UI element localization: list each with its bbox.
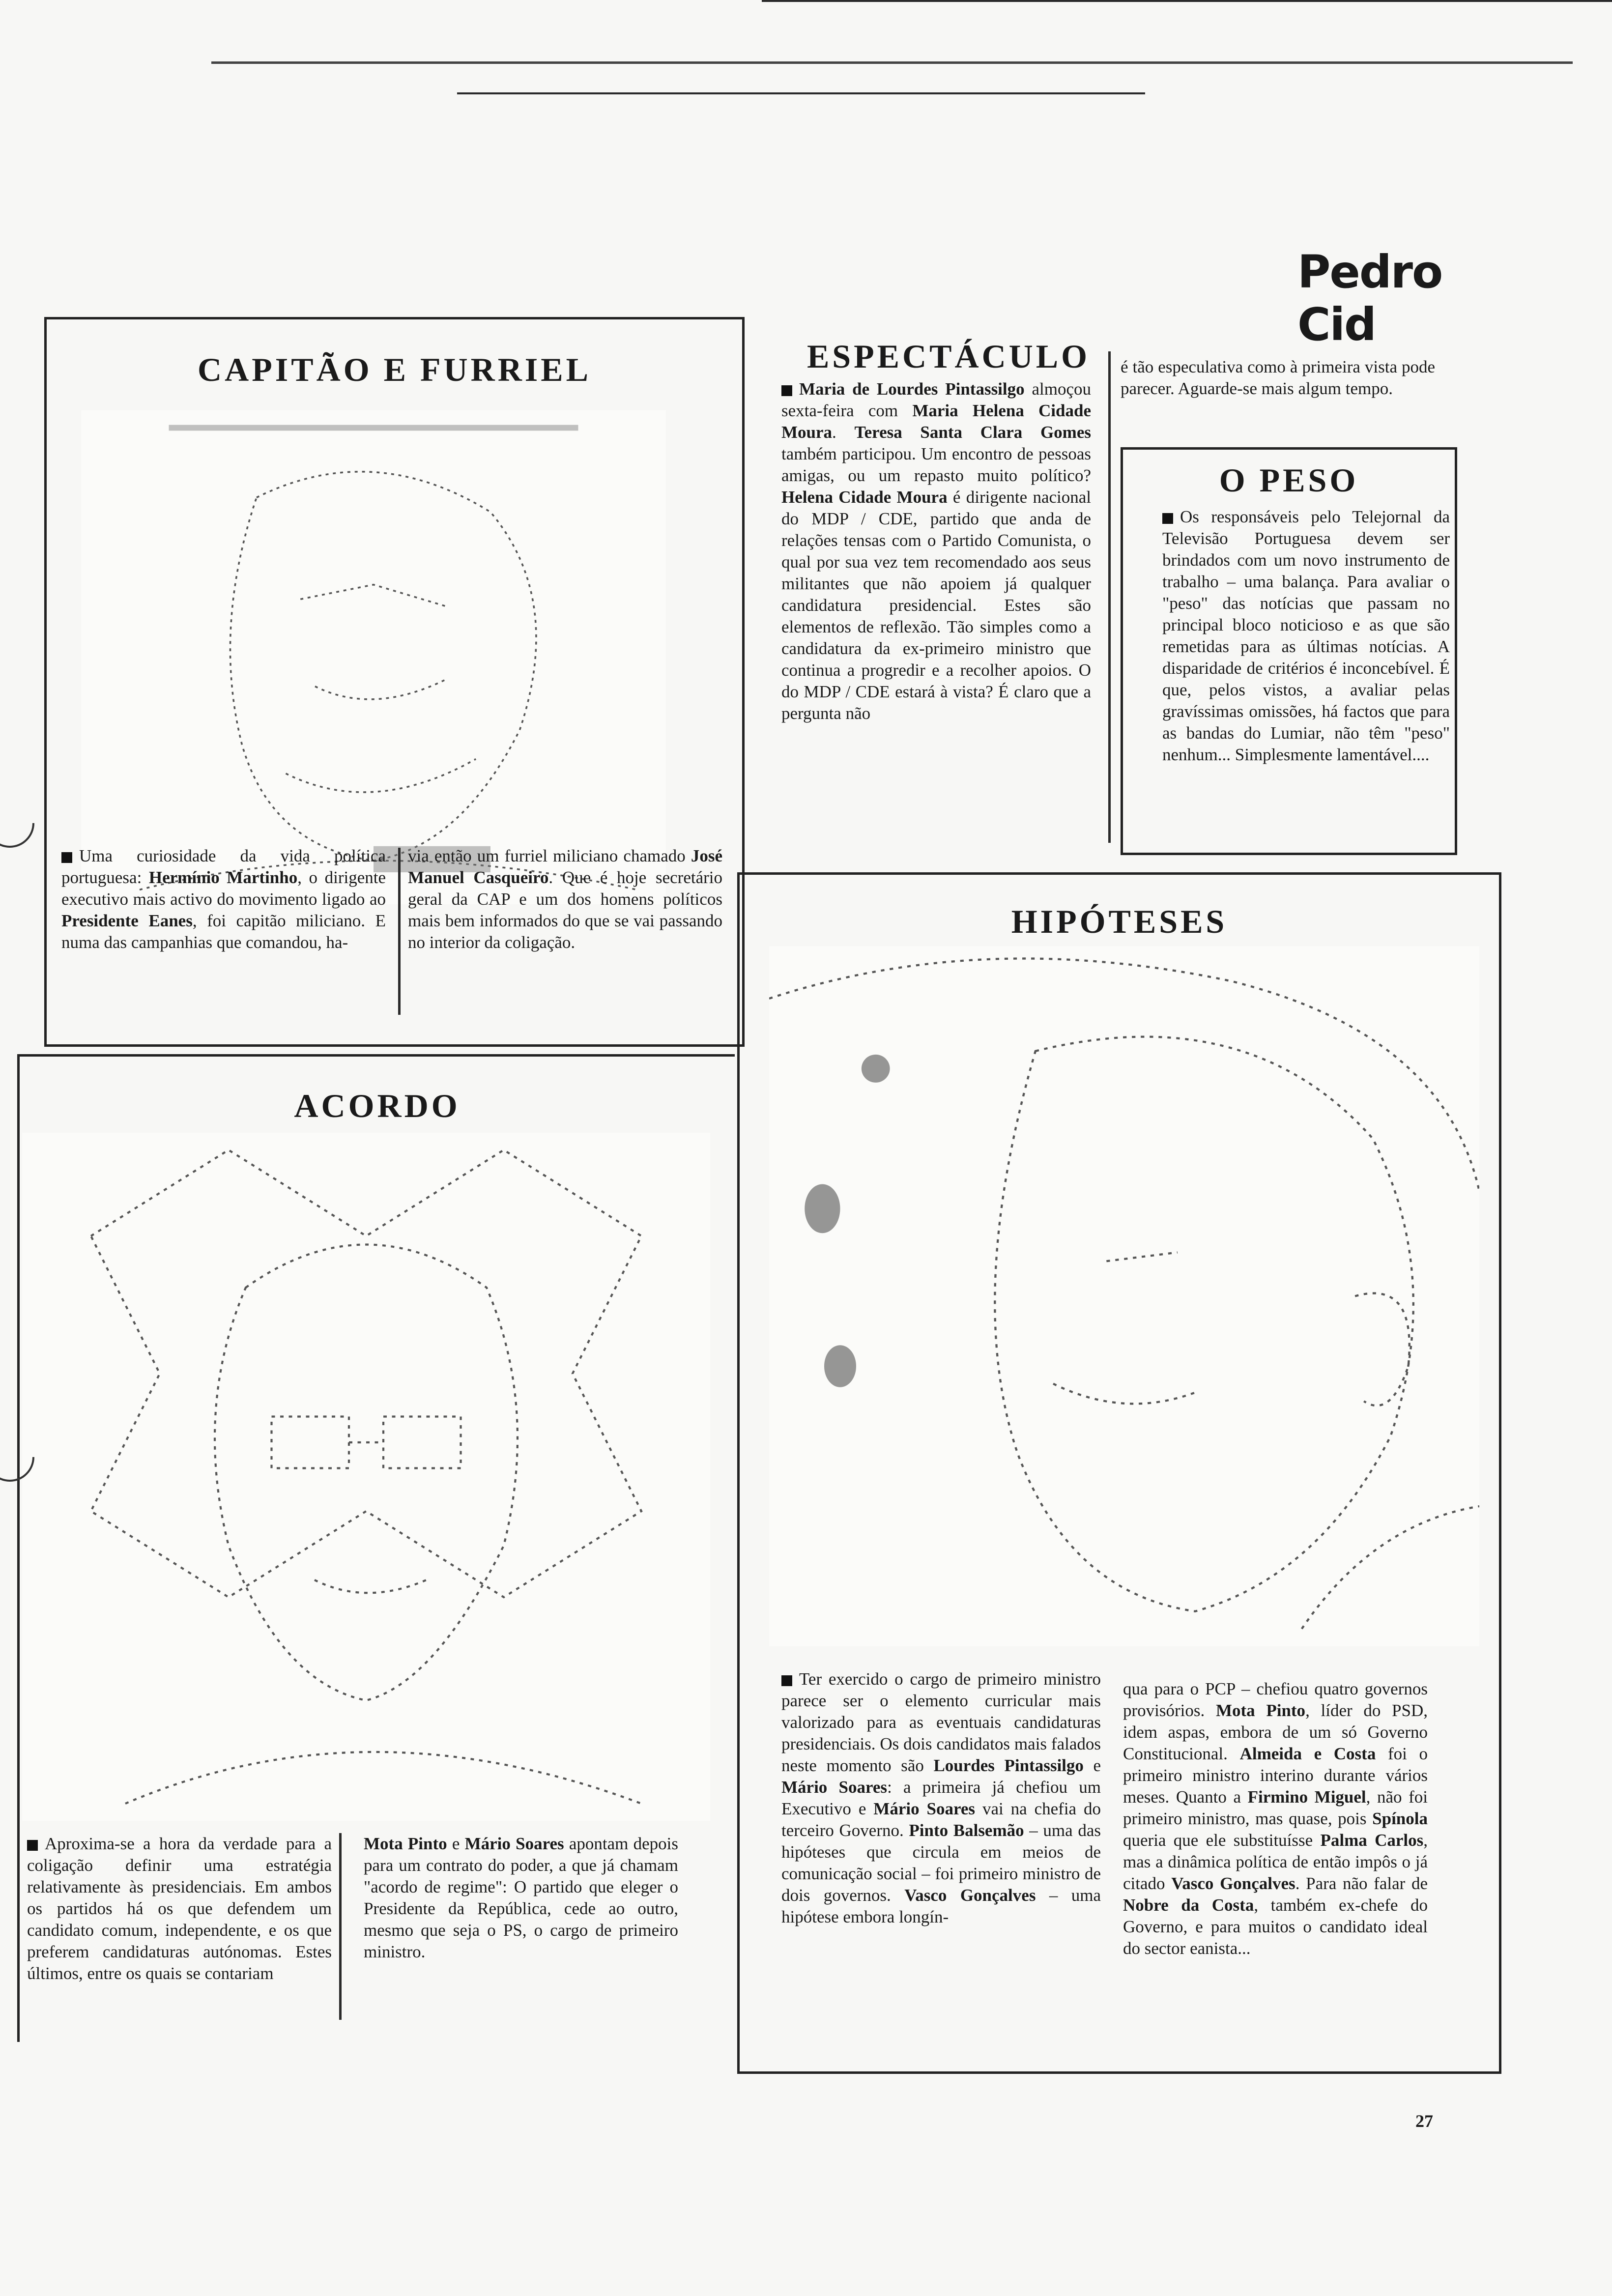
acordo-title: ACORDO (294, 1087, 461, 1124)
hipoteses-photo (769, 946, 1479, 1646)
capitao-box (44, 317, 745, 1047)
acordo-col2 (364, 1833, 678, 2030)
page-number: 27 (1415, 2111, 1433, 2131)
bold-name: Pinto Balsemão (909, 1821, 1024, 1840)
text-run: qua para o PCP – chefiou quatro governos provisórios. (1123, 1679, 1428, 1720)
text-run: também participou. Um encontro de pessoas amigas, ou um repasto muito político? (781, 444, 1091, 485)
bold-name: Teresa Santa Clara Gomes (854, 423, 1091, 442)
bold-name: Vasco Gonçalves (1171, 1874, 1295, 1893)
peso-title: O PESO (1219, 461, 1359, 499)
text-run: Uma curiosidade da vida política portuguesa: (61, 846, 386, 887)
hipoteses-col2 (1123, 1678, 1428, 2062)
peso-box (1121, 447, 1457, 855)
bold-name: Hermínio Martinho (148, 868, 298, 887)
espectaculo-title: ESPECTÁCULO (806, 338, 1091, 375)
acordo-photo (22, 1133, 710, 1821)
bold-name: Vasco Gonçalves (904, 1886, 1036, 1905)
bold-name: Mário Soares (873, 1799, 976, 1818)
acordo-col1 (27, 1833, 332, 2030)
top-rule (211, 61, 1573, 64)
column-divider (398, 848, 401, 1015)
bullet-square-icon (61, 852, 72, 863)
text-run: Aproxima-se a hora da verdade para a coligação definir uma estratégia relativamente às presidenciais. Em ambos os partidos há os que defendem um candidato comum, independente, e os que preferem candidaturas autónomas. Estes últimos, entre os quais se contariam (27, 1834, 332, 1983)
text-run: é dirigente nacional do MDP / CDE, partido que anda de relações tensas com o Partido Comunista, o qual por sua vez tem recomendado aos seus militantes que não apoiem já qualquer candidatura presidencial. Estes são elementos de reflexão. Tão simples como a candidatura da ex-primeiro ministro que continua a progredir e a recolher apoios. O do MDP / CDE estará à vista? É claro que a pergunta não (781, 488, 1092, 723)
bold-name: Nobre da Costa (1123, 1895, 1254, 1915)
text-run: , foi capitão miliciano. E numa das campanhias que comandou, ha- (61, 911, 386, 952)
column-divider (1108, 351, 1111, 843)
text-run: Os responsáveis pelo Telejornal da Televisão Portuguesa devem ser brindados com um novo instrumento de trabalho – uma balança. Para avaliar o "peso" das notícias que passam no principal bloco noticioso e as que são remetidas para as últimas notícias. A disparidade de critérios é inconcebível. É que, pelos vistos, a avaliar pelas gravíssimas omissões, há factos que para as bandas do Lumiar, não têm "peso" nenhum... Simplesmente lamentável.... (1162, 507, 1450, 764)
bold-name: Lourdes Pintassilgo (933, 1756, 1084, 1775)
hipoteses-title: HIPÓTESES (1011, 903, 1228, 940)
text-run: vai na chefia do terceiro Governo. (781, 1799, 1101, 1840)
hipoteses-col1 (781, 1668, 1101, 2052)
peso-body (1162, 506, 1450, 845)
text-run: . (832, 423, 855, 442)
text-run: – uma das hipóteses que circula em meios de comunicação social – foi primeiro ministro de dois governos. (781, 1821, 1101, 1905)
text-run: foi o primeiro ministro interino durante vários meses. Quanto a (1123, 1744, 1428, 1807)
text-run: . Que é hoje secretário geral da CAP e um dos homens políticos mais bem informados do que se vai passando no interior da coligação. (408, 868, 723, 952)
bold-name: Mário Soares (464, 1834, 564, 1853)
bold-name: Palma Carlos (1320, 1831, 1424, 1850)
acordo-box (17, 1054, 735, 2042)
bullet-square-icon (1162, 513, 1173, 524)
bold-name: Helena Cidade Moura (781, 488, 948, 507)
hipoteses-box (737, 872, 1501, 2074)
bold-name: Spínola (1372, 1809, 1428, 1828)
capitao-col2 (408, 845, 722, 1032)
capitao-photo (81, 410, 666, 904)
text-run: via então um furriel miliciano chamado (408, 846, 691, 865)
text-run: Ter exercido o cargo de primeiro ministro parece ser o elemento curricular mais valorizado para as eventuais candidaturas presidenciais. Os dois candidatos mais falados neste momento são (781, 1669, 1101, 1775)
bold-name: Presidente Eanes (61, 911, 193, 930)
bold-name: José Manuel Casqueiro (408, 846, 722, 887)
capitao-title: CAPITÃO E FURRIEL (198, 351, 591, 388)
bold-name: Firmino Miguel (1247, 1787, 1366, 1807)
top-rule (457, 92, 1145, 94)
text-run: , o dirigente executivo mais activo do movimento ligado ao (61, 868, 386, 909)
bold-name: Mota Pinto (364, 1834, 447, 1853)
text-run: : a primeira já chefiou um Executivo e (781, 1778, 1101, 1818)
bold-name: Maria de Lourdes Pintassilgo (799, 379, 1025, 399)
text-run: é tão especulativa como à primeira vista pode parecer. Aguarde-se mais algum tempo. (1121, 357, 1435, 398)
top-rule (762, 0, 1612, 2)
bullet-square-icon (781, 385, 792, 396)
text-run: e (447, 1834, 465, 1853)
text-run: queria que ele substituísse (1123, 1831, 1321, 1850)
bold-name: Mário Soares (781, 1778, 888, 1797)
bold-name: Maria Helena Cidade Moura (781, 401, 1091, 442)
text-run: , mas a dinâmica política de então impôs o já citado (1123, 1831, 1428, 1893)
text-run: , também ex-chefe do Governo, e para muitos o candidato ideal do sector eanista... (1123, 1895, 1428, 1958)
text-run: apontam depois para um contrato do poder, a que já chamam "acordo de regime": O partido que eleger o Presidente da República, cede ao outro, mesmo que seja o PS, o cargo de primeiro ministro. (364, 1834, 678, 1961)
text-run: , não foi primeiro ministro, mas quase, pois (1123, 1787, 1428, 1828)
binder-hole (0, 788, 45, 858)
text-run: e (1083, 1756, 1101, 1775)
text-run: . Para não falar de (1295, 1874, 1428, 1893)
bold-name: Mota Pinto (1215, 1701, 1306, 1720)
bold-name: Almeida e Costa (1239, 1744, 1376, 1763)
bullet-square-icon (781, 1675, 792, 1686)
byline: Pedro Cid (1297, 246, 1442, 351)
bullet-square-icon (27, 1840, 38, 1851)
text-run: , líder do PSD, idem aspas, embora de um só Governo Constitucional. (1123, 1701, 1428, 1763)
text-run: – uma hipótese embora longín- (781, 1886, 1101, 1926)
column-divider (339, 1833, 342, 2020)
espectaculo-col1 (781, 378, 1091, 850)
capitao-col1 (61, 845, 386, 1032)
text-run: almoçou sexta-feira com (781, 379, 1091, 420)
espectaculo-col2 (1121, 356, 1435, 425)
